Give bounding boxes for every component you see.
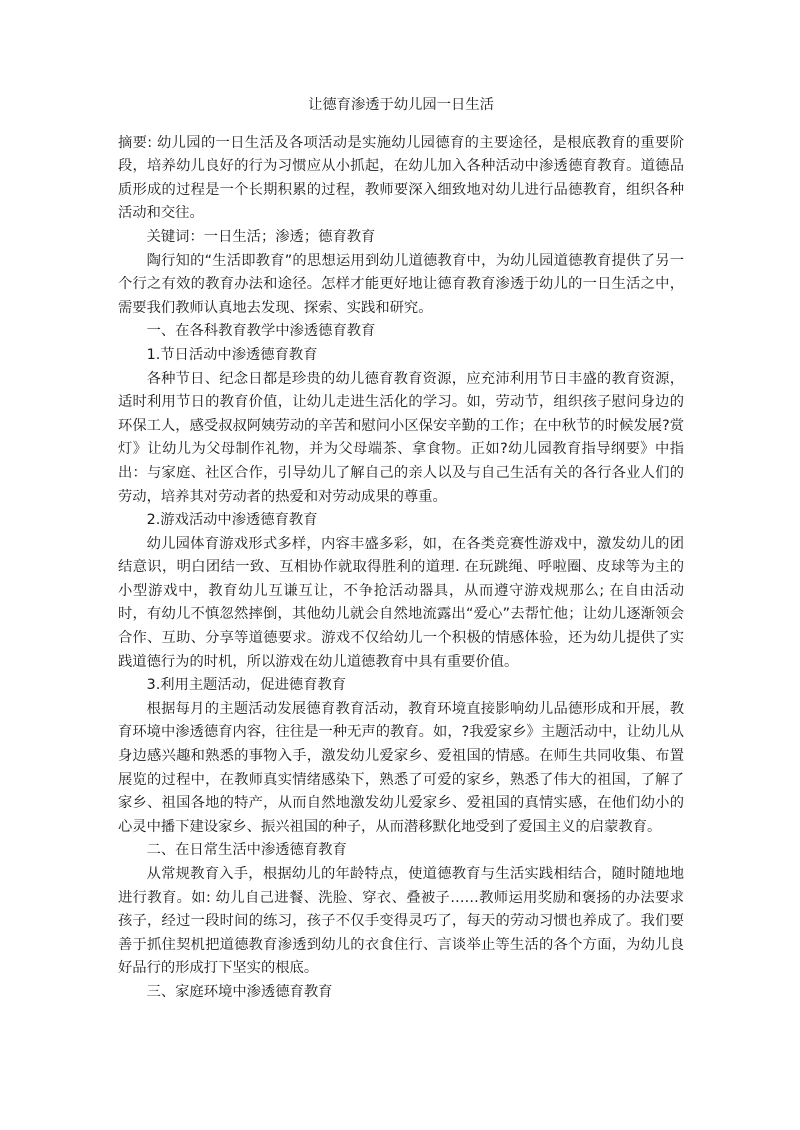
paragraph: 从常规教育入手，根据幼儿的年龄特点，使道德教育与生活实践相结合，随时随地地进行教育。如: 幼儿自己进餐、洗脸、穿衣、叠被子……教师运用奖励和褒扬的办法要求孩子，经过一段时间的练习，孩子不仅手变得灵巧了，每天的劳动习惯也养成了。我们要善于抓住契机把道德教育渗透到幼儿的衣食住行、言谈举止等生活的各个方面，为幼儿良好品行的形成打下坚实的根底。 [118,866,684,977]
document-body [118,132,684,1005]
paragraph: 摘要: 幼儿园的一日生活及各项活动是实施幼儿园德育的主要途径，是根底教育的重要阶段，培养幼儿良好的行为习惯应从小抓起，在幼儿加入各种活动中渗透德育教育。道德品质形成的过程是一个长期积累的过程，教师要深入细致地对幼儿进行品德教育，组织各种活动和交往。 [118,134,684,222]
paragraph: 3.利用主题活动，促进德育教育 [146,677,347,694]
paragraph: 根据每月的主题活动发展德育教育活动，教育环境直接影响幼儿品德形成和开展，教育环境中渗透德育内容，往往是一种无声的教育。如，?我爱家乡》主题活动中，让幼儿从身边感兴趣和熟悉的事物入手，激发幼儿爱家乡、爱祖国的情感。在师生共同收集、布置展览的过程中，在教师真实情绪感染下，熟悉了可爱的家乡，熟悉了伟大的祖国，了解了家乡、祖国各地的特产，从而自然地激发幼儿爱家乡、爱祖国的真情实感，在他们幼小的心灵中播下建设家乡、振兴祖国的种子，从而潜移默化地受到了爱国主义的启蒙教育。 [118,700,684,835]
paragraph: 幼儿园体育游戏形式多样，内容丰盛多彩，如，在各类竞赛性游戏中，激发幼儿的团结意识，明白团结一致、互相协作就取得胜利的道理. 在玩跳绳、呼啦圈、皮球等为主的小型游戏中，教育幼儿互谦互让，不争抢活动器具，从而遵守游戏规那么; 在自由活动时，有幼儿不慎忽然摔倒，其他幼儿就会自然地流露出“爱心”去帮忙他；让幼儿逐渐领会合作、互助、分享等道德要求。游戏不仅给幼儿一个积极的情感体验，还为幼儿提供了实践道德行为的时机，所以游戏在幼儿道德教育中具有重要价值。 [118,535,684,670]
paragraph: 关键词：一日生活；渗透；德育教育 [146,228,376,245]
paragraph: 2.游戏活动中渗透德育教育 [146,512,318,529]
paragraph: 二、在日常生活中渗透德育教育 [146,842,347,859]
document-title: 让德育渗透于幼儿园一日生活 [308,97,494,113]
paragraph: 一、在各科教育教学中渗透德育教育 [146,323,376,340]
document-page [118,94,684,1005]
paragraph: 各种节日、纪念日都是珍贵的幼儿德育教育资源，应充沛利用节日丰盛的教育资源，适时利用节日的教育价值，让幼儿走进生活化的学习。如，劳动节，组织孩子慰问身边的环保工人，感受叔叔阿姨劳动的辛苦和慰问小区保安辛勤的工作；在中秋节的时候发展?赏灯》让幼儿为父母制作礼物，并为父母端茶、拿食物。正如?幼儿园教育指导纲要》中指出：与家庭、社区合作，引导幼儿了解自己的亲人以及与自己生活有关的各行各业人们的劳动，培养其对劳动者的热爱和对劳动成果的尊重。 [118,370,684,505]
paragraph: 三、家庭环境中渗透德育教育 [146,983,333,1000]
paragraph: 1.节日活动中渗透德育教育 [146,346,318,363]
paragraph: 陶行知的“生活即教育”的思想运用到幼儿道德教育中，为幼儿园道德教育提供了另一个行之有效的教育办法和途径。怎样才能更好地让德育教育渗透于幼儿的一日生活之中，需要我们教师认真地去发现、探索、实践和研究。 [118,252,684,316]
